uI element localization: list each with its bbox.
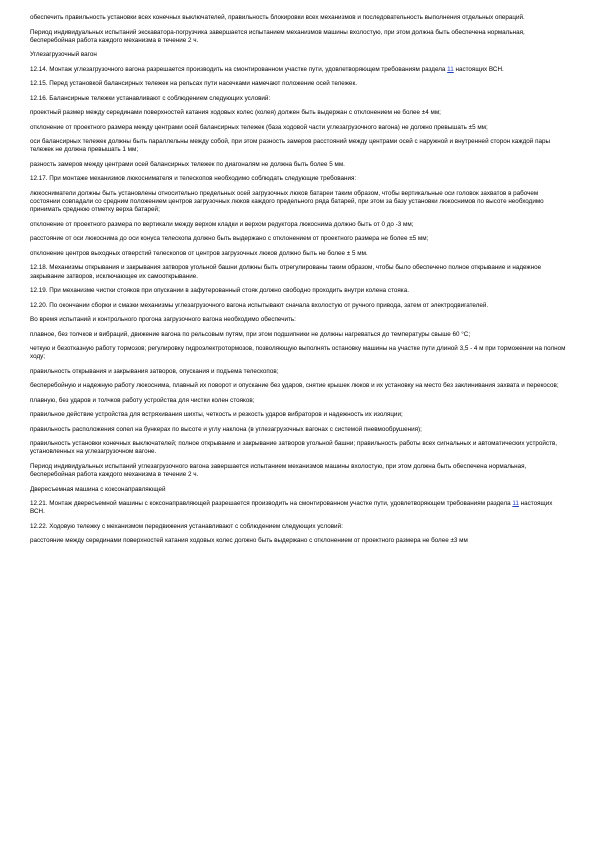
paragraph: 12.16. Балансирные тележки устанавливают с соблюдением следующих условий: [30,94,271,102]
section-link[interactable]: 11 [512,500,519,508]
paragraph: Во время испытаний и контрольного прогона загрузочного вагона необходимо обеспечить: [30,316,296,324]
paragraph: обеспечить правильность установки всех конечных выключателей, правильность блокировки всех механизмов и последовательность выполнения отдельных операций. [30,14,525,21]
paragraph: Период индивидуальных испытаний углезагрузочного вагона завершается испытанием механизмов машины вхолостую, при этом должна быть обеспечена нормальная, бесперебойная работа каждого механизма в течение 2 ч. [30,462,527,479]
paragraph: 12.22. Ходовую тележку с механизмом передвижения устанавливают с соблюдением следующих условий: [30,522,343,530]
paragraph: правильное действие устройства для встряхивания шихты, четкость и резкость ударов вибраторов и надежность их изоляции; [30,411,403,419]
paragraph: расстояние между серединами поверхностей катания ходовых колес должно быть выдержано с отклонением от проектного размера не более ±3 мм [30,537,468,545]
paragraph [30,500,566,516]
paragraph [30,66,566,74]
paragraph: 12.20. По окончании сборки и смазки механизмы углезагрузочного вагона испытывают сначала вхолостую от ручного привода, затем от электродвигателей. [30,301,489,309]
paragraph: расстояние от оси люкоснима до оси конуса телескопа должно быть выдержано с отклонением от проектного размера не более ±5 мм; [30,235,429,243]
paragraph: 12.18. Механизмы открывания и закрывания затворов угольной башни должны быть отрегулированы таким образом, чтобы было обеспечено полное открывание и надежное закрывание затворов, исключающее их самооткрывание. [30,264,542,280]
paragraph: люкосниматели должны быть установлены относительно предельных осей загрузочных люков батареи таким образом, чтобы вертикальные оси головок захватов в рабочем состоянии совпадали со средним положением центров загрузочных люков каждого предельного ряда батарей, при этом за базу установки люкоснимов по высоте необходимо принимать среднюю отметку верха батарей; [30,189,544,214]
paragraph: отклонение от проектного размера между центрами осей балансирных тележек (база ходовой части углезагрузочного вагона) не должно превышать ±5 мм; [30,123,488,131]
paragraph: проектный размер между серединами поверхностей катания ходовых колес (колея) должен быть выдержан с отклонением не более ±4 мм; [30,109,441,117]
paragraph: Период индивидуальных испытаний экскаватора-погрузчика завершается испытанием механизмов машины вхолостую, при этом должна быть обеспечена нормальная, бесперебойная работа каждого механизма в течение 2 ч. [30,28,525,44]
paragraph: оси балансирных тележек должны быть параллельны между собой, при этом разность замеров расстояний между центрами осей с наружной и внутренней сторон каждой пары тележек не должна превышать 1 мм; [30,138,551,154]
paragraph: разность замеров между центрами осей балансирных тележек по диагоналям не должна быть более 5 мм. [30,160,345,168]
paragraph: правильность расположения сопел на бункерах по высоте и углу наклона (в углезагрузочных вагонах с системой пневмообрушения); [30,425,422,433]
section-link[interactable]: 11 [447,65,454,73]
paragraph-text: настоящих ВСН. [30,500,553,516]
section-heading: Двересъемная машина с коксонаправляющей [30,485,166,493]
paragraph: отклонение от проектного размера по вертикали между верхом кладки и верхом редуктора люкоснима должно быть от 0 до -3 мм; [30,220,414,228]
paragraph-text: настоящих ВСН. [453,65,504,73]
paragraph: отклонение центров выходных отверстий телескопов от центров загрузочных люков должно быть не более ± 5 мм. [30,249,368,257]
paragraph: 12.15. Перед установкой балансирных тележек на рельсах пути насечками намечают положение осей тележек. [30,80,357,88]
paragraph: 12.19. При механизме чистки стояков при опускании в зафутерованный стояк должно свободно проходить внутри колена стояка. [30,287,409,295]
paragraph: четкую и безотказную работу тормозов; регулировку гидроэлектротормозов, позволяющую выполнять остановку машины на участке пути длиной 3,5 - 4 м при торможении на полном ходу; [30,345,566,361]
paragraph: 12.17. При монтаже механизмов люкоснимателя и телескопов необходимо соблюдать следующие требования: [30,175,357,183]
paragraph: правильность открывания и закрывания затворов, опускания и подъема телескопов; [30,367,279,375]
paragraph-text: 12.14. Монтаж углезагрузочного вагона разрешается производить на смонтированном участке пути, удовлетворяющем требованиям раздела [30,65,448,73]
document-body [30,14,566,552]
section-heading: Углезагрузочный вагон [30,51,97,59]
paragraph: правильность установки конечных выключателей; полное открывание и закрывание затворов угольной башни; правильность работы всех сигнальных и автоматических устройств, установленных на углезагрузочном вагоне. [30,440,558,456]
paragraph: плавное, без толчков и вибраций, движение вагона по рельсовым путям, при этом подшипники не должны нагреваться до температуры свыше 60 °С; [30,330,471,338]
paragraph-text: 12.21. Монтаж двересъемной машины с коксонаправляющей разрешается производить на смонтированном участке пути, удовлетворяющем требованиям раздела [30,500,513,508]
paragraph: плавную, без ударов и толчков работу устройства для чистки колен стояков; [30,396,255,404]
paragraph: бесперебойную и надежную работу люкоснима, плавный их поворот и опускание без ударов, снятие крышек люков и их установку на место без заклинивания захвата и перекосов; [30,382,559,390]
